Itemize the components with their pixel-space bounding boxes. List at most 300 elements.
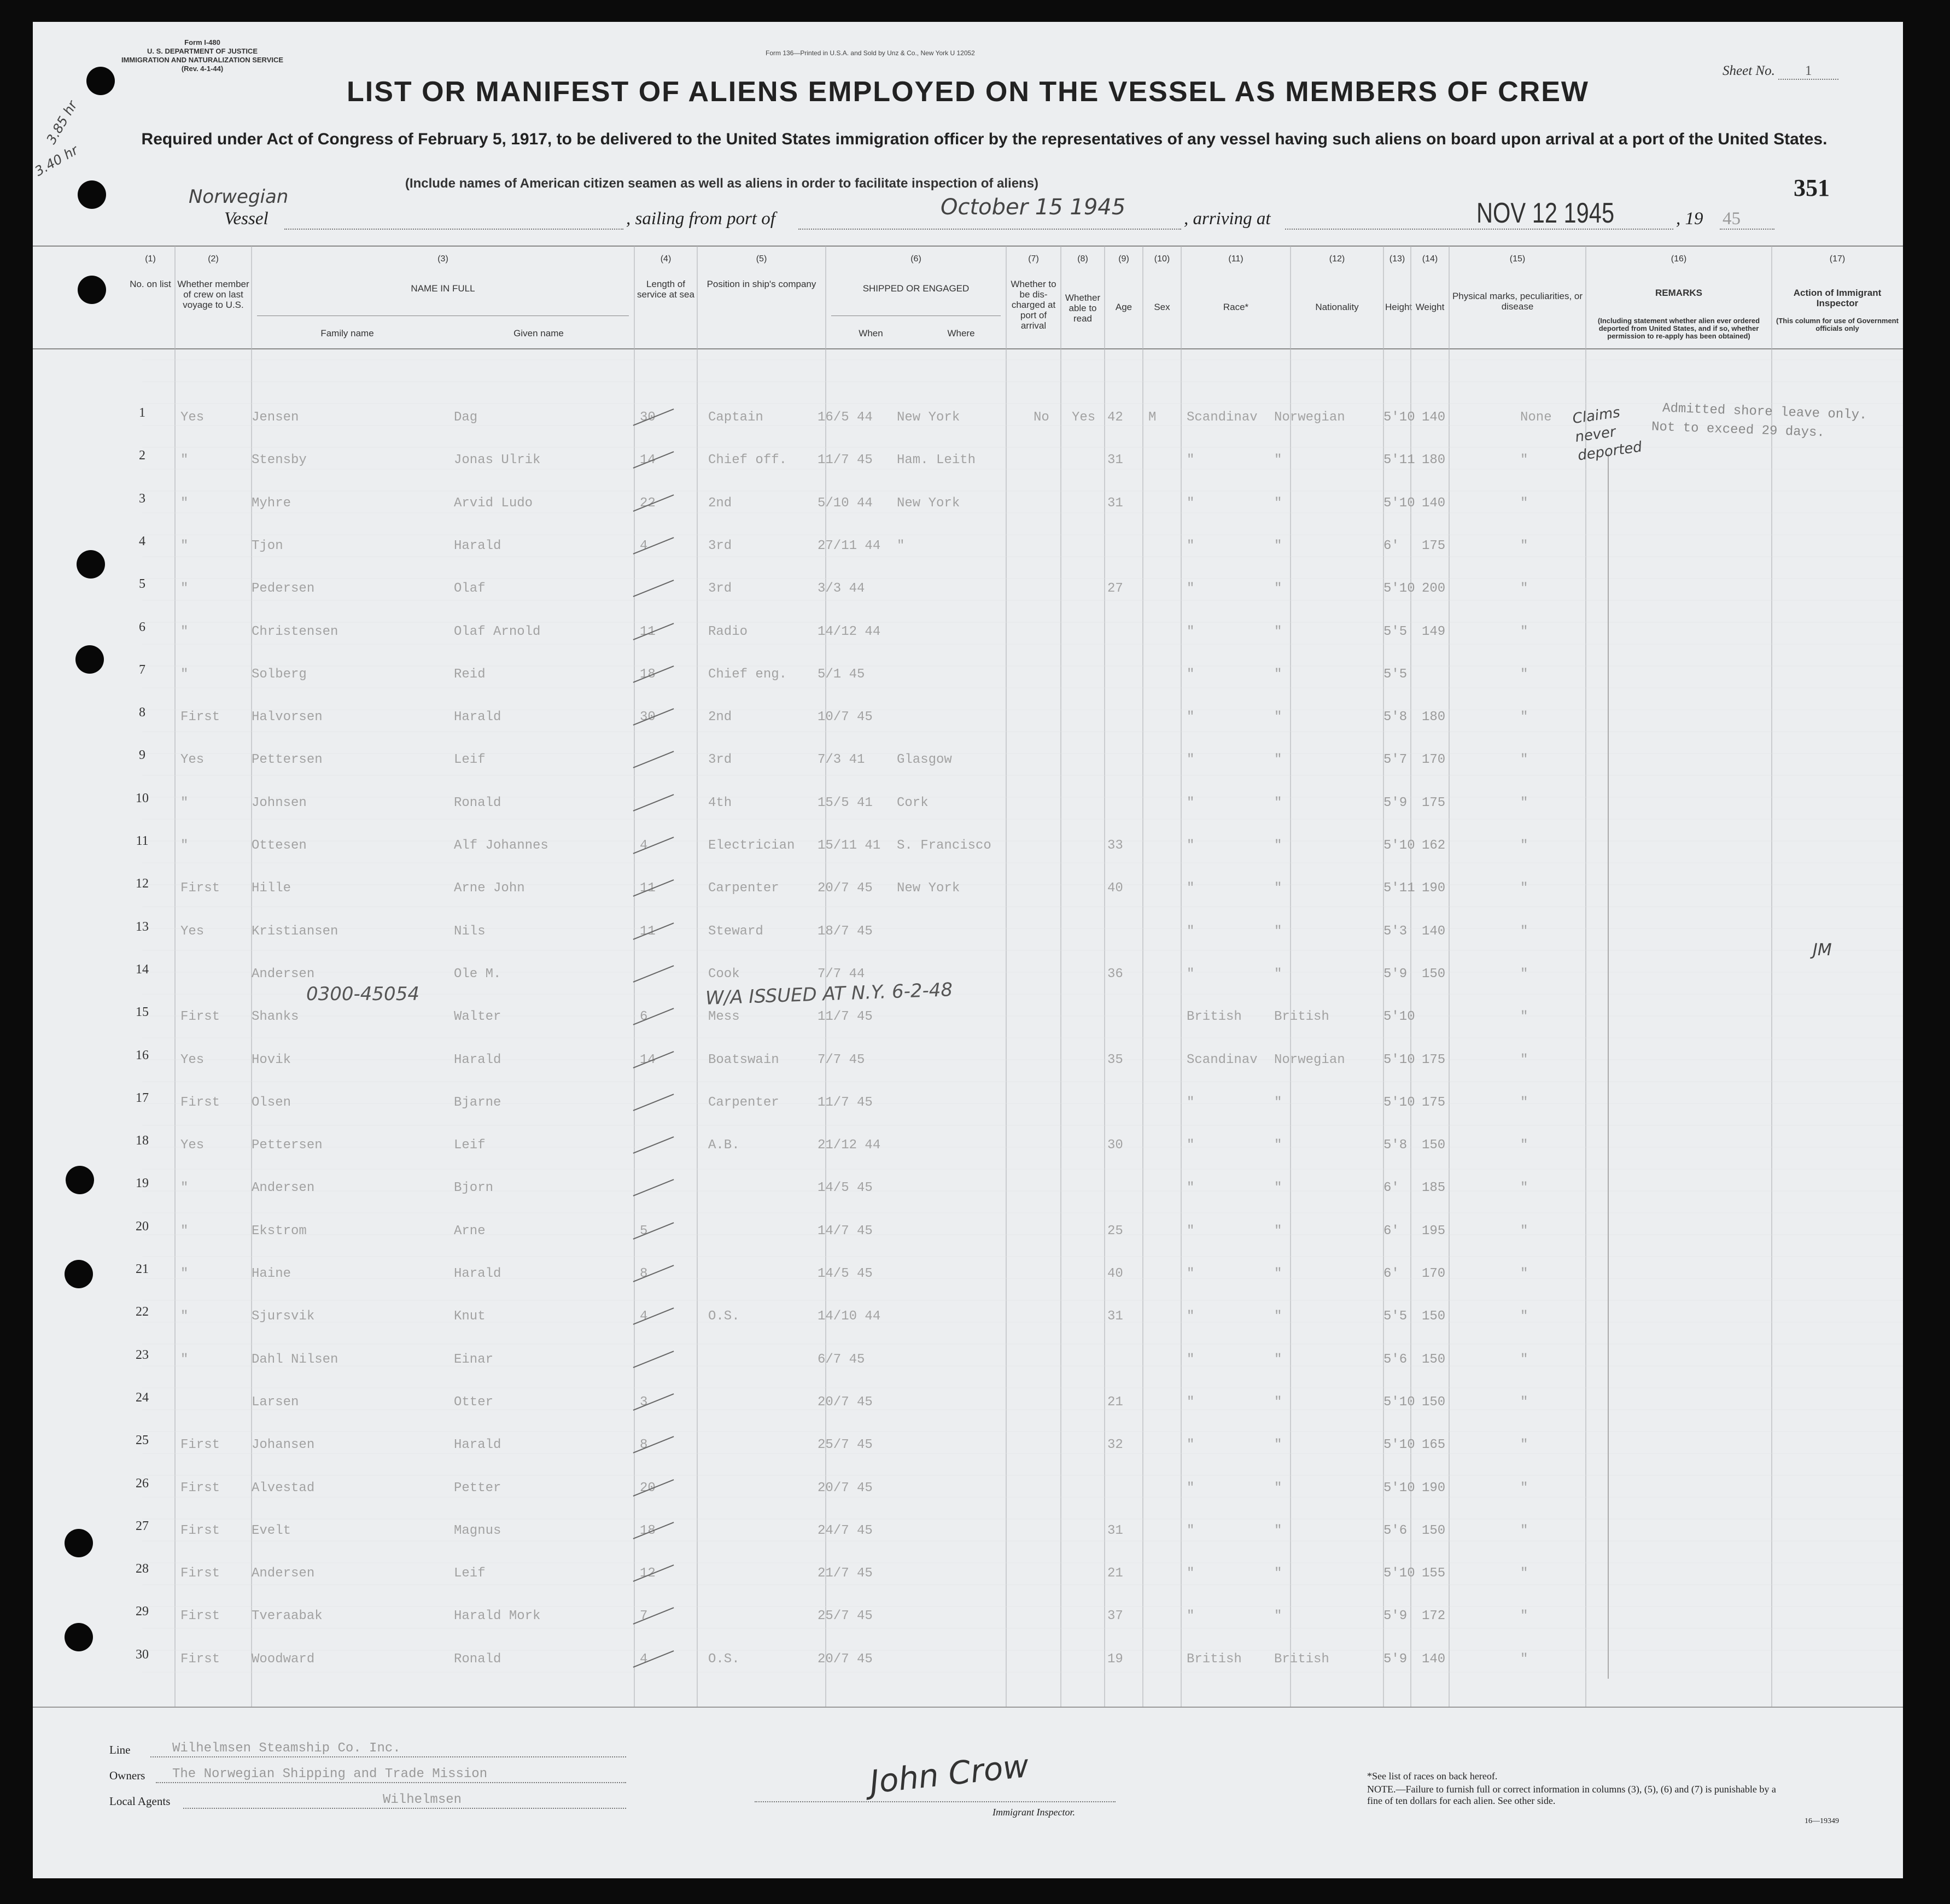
cell-prev: " bbox=[180, 581, 189, 597]
cell-nationality: Norwegian bbox=[1274, 1052, 1345, 1067]
cell-age: 33 bbox=[1107, 838, 1123, 853]
cell-given: Olaf bbox=[454, 581, 486, 597]
cell-family: Tjon bbox=[252, 538, 283, 553]
row-number: 12 bbox=[136, 877, 149, 891]
cell-weight: 200 bbox=[1422, 581, 1446, 597]
cell-height: 5'3 bbox=[1383, 924, 1408, 939]
cell-given: Arne bbox=[454, 1223, 486, 1239]
row-number: 29 bbox=[136, 1604, 149, 1619]
cell-race: " bbox=[1187, 1138, 1195, 1153]
row-number: 15 bbox=[136, 1005, 149, 1020]
cell-age: 32 bbox=[1107, 1438, 1123, 1453]
cell-service: 4 bbox=[640, 1309, 648, 1324]
cell-marks: " bbox=[1520, 667, 1528, 682]
cell-where: Ham. Leith bbox=[897, 453, 976, 468]
cell-marks: " bbox=[1520, 752, 1528, 768]
column-header: No. on list bbox=[130, 279, 171, 289]
row-number: 3 bbox=[139, 491, 145, 506]
cell-race: " bbox=[1187, 1223, 1195, 1239]
cell-age: 37 bbox=[1107, 1609, 1123, 1624]
row-number: 9 bbox=[139, 748, 145, 763]
cell-prev: Yes bbox=[180, 1138, 205, 1153]
cell-position: Carpenter bbox=[708, 1095, 779, 1110]
row-number: 10 bbox=[136, 791, 149, 805]
cell-when: 7/7 44 bbox=[818, 966, 865, 982]
cell-family: Johnsen bbox=[252, 795, 307, 810]
cell-given: Harald bbox=[454, 1438, 501, 1453]
cell-weight: 150 bbox=[1422, 1352, 1446, 1367]
cell-where: New York bbox=[897, 881, 960, 896]
cell-when: 14/7 45 bbox=[818, 1223, 873, 1239]
column-number: (16) bbox=[1671, 254, 1687, 264]
cell-position: 2nd bbox=[708, 710, 732, 725]
column-number: (7) bbox=[1028, 254, 1039, 264]
row-number: 13 bbox=[136, 919, 149, 934]
cell-service: 11 bbox=[640, 924, 656, 939]
cell-when: 14/5 45 bbox=[818, 1266, 873, 1281]
cell-read: Yes bbox=[1072, 410, 1096, 425]
column-header: Whether to be dis-charged at port of arrival bbox=[1011, 279, 1056, 331]
cell-marks: " bbox=[1520, 1009, 1528, 1025]
cell-service: 8 bbox=[640, 1438, 648, 1453]
owners-field bbox=[156, 1782, 626, 1783]
cell-position: O.S. bbox=[708, 1651, 740, 1667]
cell-given: Knut bbox=[454, 1309, 486, 1324]
row-number: 6 bbox=[139, 620, 145, 634]
cell-given: Alf Johannes bbox=[454, 838, 548, 853]
cell-when: 16/5 44 bbox=[818, 410, 873, 425]
cell-nationality: " bbox=[1274, 1394, 1282, 1410]
cell-height: 5'6 bbox=[1383, 1523, 1408, 1538]
cell-prev: Yes bbox=[180, 1052, 205, 1067]
cell-race: " bbox=[1187, 1095, 1195, 1110]
cell-service: 4 bbox=[640, 838, 648, 853]
cell-height: 5'10 bbox=[1383, 1438, 1415, 1453]
cell-position: A.B. bbox=[708, 1138, 740, 1153]
cell-height: 6' bbox=[1383, 1266, 1399, 1281]
punch-hole bbox=[77, 550, 105, 579]
row-number: 25 bbox=[136, 1433, 149, 1448]
cell-position: O.S. bbox=[708, 1309, 740, 1324]
punch-hole bbox=[65, 1623, 93, 1651]
cell-when: 5/10 44 bbox=[818, 495, 873, 511]
agents-value: Wilhelmsen bbox=[383, 1792, 462, 1807]
cell-age: 31 bbox=[1107, 1523, 1123, 1538]
column-number: (11) bbox=[1228, 254, 1243, 264]
row-number: 18 bbox=[136, 1134, 149, 1148]
cell-given: Harald bbox=[454, 1052, 501, 1067]
cell-family: Kristiansen bbox=[252, 924, 338, 939]
cell-family: Andersen bbox=[252, 1181, 315, 1196]
cell-family: Andersen bbox=[252, 1566, 315, 1581]
cell-weight: 140 bbox=[1422, 1651, 1446, 1667]
cell-nationality: " bbox=[1274, 495, 1282, 511]
punch-hole bbox=[86, 67, 115, 95]
cell-race: " bbox=[1187, 1394, 1195, 1410]
cell-when: 15/11 41 bbox=[818, 838, 881, 853]
cell-age: 21 bbox=[1107, 1566, 1123, 1581]
arrival-date-stamp: NOV 12 1945 bbox=[1476, 197, 1615, 229]
cell-given: Petter bbox=[454, 1480, 501, 1496]
column-header: NAME IN FULL bbox=[411, 283, 475, 294]
margin-note-2: 3.40 hr bbox=[32, 142, 81, 179]
cell-marks: None bbox=[1520, 410, 1552, 425]
cell-position: Mess bbox=[708, 1009, 740, 1025]
cell-prev: Yes bbox=[180, 410, 205, 425]
cell-weight: 150 bbox=[1422, 1394, 1446, 1410]
cell-weight: 140 bbox=[1422, 410, 1446, 425]
owners-value: The Norwegian Shipping and Trade Mission bbox=[172, 1767, 488, 1782]
cell-family: Christensen bbox=[252, 624, 338, 639]
cell-when: 7/3 41 bbox=[818, 752, 865, 768]
row-number: 11 bbox=[136, 834, 149, 848]
cell-weight: 170 bbox=[1422, 1266, 1446, 1281]
cell-when: 24/7 45 bbox=[818, 1523, 873, 1538]
signature-line bbox=[755, 1801, 1116, 1802]
column-number: (12) bbox=[1329, 254, 1345, 264]
cell-height: 5'5 bbox=[1383, 667, 1408, 682]
cell-position: Chief eng. bbox=[708, 667, 787, 682]
agents-label: Local Agents bbox=[109, 1795, 171, 1808]
cell-when: 6/7 45 bbox=[818, 1352, 865, 1367]
cell-height: 5'10 bbox=[1383, 1052, 1415, 1067]
column-header: Age bbox=[1115, 302, 1132, 312]
cell-nationality: " bbox=[1274, 1523, 1282, 1538]
agents-field bbox=[183, 1808, 626, 1809]
cell-nationality: " bbox=[1274, 1266, 1282, 1281]
cell-marks: " bbox=[1520, 924, 1528, 939]
cell-height: 5'9 bbox=[1383, 795, 1408, 810]
cell-race: British bbox=[1187, 1009, 1242, 1025]
cell-position: Carpenter bbox=[708, 881, 779, 896]
cell-family: Jensen bbox=[252, 410, 299, 425]
vessel-label: Vessel bbox=[224, 209, 268, 229]
cell-weight: 162 bbox=[1422, 838, 1446, 853]
cell-nationality: " bbox=[1274, 581, 1282, 597]
cell-nationality: " bbox=[1274, 881, 1282, 896]
row-number: 21 bbox=[136, 1262, 149, 1276]
cell-age: 21 bbox=[1107, 1394, 1123, 1410]
cell-age: 42 bbox=[1107, 410, 1123, 425]
cell-height: 5'5 bbox=[1383, 624, 1408, 639]
column-number: (1) bbox=[145, 254, 156, 264]
cell-given: Olaf Arnold bbox=[454, 624, 541, 639]
cell-race: " bbox=[1187, 752, 1195, 768]
cell-family: Ottesen bbox=[252, 838, 307, 853]
cell-prev: First bbox=[180, 1523, 220, 1538]
cell-position: Radio bbox=[708, 624, 748, 639]
column-header: Whether able to read bbox=[1065, 293, 1101, 324]
inspector-signature: John Crow bbox=[868, 1747, 1031, 1801]
cell-prev: " bbox=[180, 1181, 189, 1196]
cell-service: 11 bbox=[640, 881, 656, 896]
cell-family: Solberg bbox=[252, 667, 307, 682]
cell-prev: First bbox=[180, 1438, 220, 1453]
row-number: 22 bbox=[136, 1305, 149, 1319]
cell-family: Tveraabak bbox=[252, 1609, 323, 1624]
cell-when: 11/7 45 bbox=[818, 453, 873, 468]
department: U. S. DEPARTMENT OF JUSTICE bbox=[147, 47, 258, 55]
cell-height: 5'9 bbox=[1383, 966, 1408, 982]
cell-race: " bbox=[1187, 624, 1195, 639]
column-number: (17) bbox=[1829, 254, 1846, 264]
column-header: Height bbox=[1385, 302, 1412, 312]
cell-race: Scandinav bbox=[1187, 1052, 1258, 1067]
column-header: Sex bbox=[1154, 302, 1170, 312]
column-number: (15) bbox=[1509, 254, 1526, 264]
cell-age: 40 bbox=[1107, 881, 1123, 896]
remarks-typed-2: Not to exceed 29 days. bbox=[1651, 419, 1825, 441]
punch-hole bbox=[78, 276, 106, 304]
service-name: IMMIGRATION AND NATURALIZATION SERVICE bbox=[121, 56, 284, 64]
cell-service: 30 bbox=[640, 710, 656, 725]
nationality-handwritten: Norwegian bbox=[189, 186, 289, 208]
cell-when: 21/7 45 bbox=[818, 1566, 873, 1581]
cell-prev: " bbox=[180, 667, 189, 682]
cell-given: Arne John bbox=[454, 881, 525, 896]
remarks-typed-1: Admitted shore leave only. bbox=[1662, 401, 1867, 423]
cell-height: 5'10 bbox=[1383, 1009, 1415, 1025]
cell-weight: 140 bbox=[1422, 924, 1446, 939]
cell-position: Steward bbox=[708, 924, 763, 939]
inspector-label: Immigrant Inspector. bbox=[992, 1807, 1075, 1818]
column-subnote: (Including statement whether alien ever ordered deported from United States, and if so, whether permission to re-apply has been obtained) bbox=[1597, 317, 1760, 340]
row-number: 19 bbox=[136, 1176, 149, 1191]
cell-age: 40 bbox=[1107, 1266, 1123, 1281]
cell-nationality: " bbox=[1274, 1095, 1282, 1110]
cell-race: " bbox=[1187, 1309, 1195, 1324]
cell-race: " bbox=[1187, 538, 1195, 553]
cell-race: British bbox=[1187, 1651, 1242, 1667]
line-value: Wilhelmsen Steamship Co. Inc. bbox=[172, 1741, 401, 1756]
cell-race: " bbox=[1187, 1266, 1195, 1281]
cell-height: 5'6 bbox=[1383, 1352, 1408, 1367]
cell-position: Electrician bbox=[708, 838, 795, 853]
cell-nationality: " bbox=[1274, 924, 1282, 939]
row-number: 17 bbox=[136, 1090, 149, 1105]
cell-height: 5'10 bbox=[1383, 1394, 1415, 1410]
cell-where: New York bbox=[897, 495, 960, 511]
cell-given: Harald bbox=[454, 1266, 501, 1281]
column-number: (3) bbox=[437, 254, 448, 264]
cell-race: " bbox=[1187, 495, 1195, 511]
cell-when: 25/7 45 bbox=[818, 1609, 873, 1624]
cell-family: Larsen bbox=[252, 1394, 299, 1410]
cell-weight: 175 bbox=[1422, 795, 1446, 810]
warrant-note: W/A ISSUED AT N.Y. 6-2-48 bbox=[705, 979, 953, 1009]
column-subheader: When bbox=[859, 328, 883, 338]
column-number: (14) bbox=[1422, 254, 1438, 264]
cell-race: " bbox=[1187, 1352, 1195, 1367]
row-number: 1 bbox=[139, 406, 145, 420]
cell-discharge: No bbox=[1034, 410, 1049, 425]
cell-race: " bbox=[1187, 1181, 1195, 1196]
cell-weight: 150 bbox=[1422, 1309, 1446, 1324]
cell-marks: " bbox=[1520, 495, 1528, 511]
table-grid bbox=[33, 22, 1903, 1878]
cell-given: Jonas Ulrik bbox=[454, 453, 541, 468]
cell-weight: 150 bbox=[1422, 966, 1446, 982]
cell-marks: " bbox=[1520, 581, 1528, 597]
cell-prev: First bbox=[180, 710, 220, 725]
cell-where: Glasgow bbox=[897, 752, 952, 768]
cell-nationality: " bbox=[1274, 1138, 1282, 1153]
cell-given: Nils bbox=[454, 924, 486, 939]
cell-prev: " bbox=[180, 538, 189, 553]
cell-position: Chief off. bbox=[708, 453, 787, 468]
cell-age: 27 bbox=[1107, 581, 1123, 597]
row-number: 16 bbox=[136, 1048, 149, 1062]
cell-family: Stensby bbox=[252, 453, 307, 468]
cell-position: 3rd bbox=[708, 581, 732, 597]
cell-height: 5'10 bbox=[1383, 838, 1415, 853]
year-label: , 19 bbox=[1676, 209, 1703, 229]
cell-marks: " bbox=[1520, 881, 1528, 896]
include-note: (Include names of American citizen seamen as well as aliens in order to facilitate inspection of aliens) bbox=[405, 176, 1039, 191]
cell-service: 8 bbox=[640, 1266, 648, 1281]
cell-nationality: Norwegian bbox=[1274, 410, 1345, 425]
cell-weight: 185 bbox=[1422, 1181, 1446, 1196]
cell-weight: 190 bbox=[1422, 1480, 1446, 1496]
cell-given: Harald bbox=[454, 538, 501, 553]
cell-marks: " bbox=[1520, 966, 1528, 982]
sailing-date: October 15 1945 bbox=[941, 195, 1126, 220]
column-number: (5) bbox=[756, 254, 767, 264]
cell-marks: " bbox=[1520, 1651, 1528, 1667]
column-number: (10) bbox=[1154, 254, 1170, 264]
cell-nationality: " bbox=[1274, 453, 1282, 468]
cell-height: 5'9 bbox=[1383, 1609, 1408, 1624]
cell-race: Scandinav bbox=[1187, 410, 1258, 425]
cell-weight: 195 bbox=[1422, 1223, 1446, 1239]
column-header: Weight bbox=[1415, 302, 1445, 312]
races-note: *See list of races on back hereof. bbox=[1367, 1771, 1498, 1782]
cell-family: Halvorsen bbox=[252, 710, 323, 725]
page-number: 351 bbox=[1794, 174, 1830, 201]
cell-when: 21/12 44 bbox=[818, 1138, 881, 1153]
cell-age: 31 bbox=[1107, 1309, 1123, 1324]
cell-marks: " bbox=[1520, 624, 1528, 639]
punch-hole bbox=[66, 1166, 94, 1194]
cell-weight: 180 bbox=[1422, 710, 1446, 725]
cell-given: Harald Mork bbox=[454, 1609, 541, 1624]
cell-given: Bjorn bbox=[454, 1181, 494, 1196]
cell-prev: First bbox=[180, 1609, 220, 1624]
cell-family: Alvestad bbox=[252, 1480, 315, 1496]
cell-service: 30 bbox=[640, 410, 656, 425]
cell-nationality: " bbox=[1274, 538, 1282, 553]
cell-prev: First bbox=[180, 1095, 220, 1110]
year-value: 45 bbox=[1723, 209, 1741, 229]
sailing-label: , sailing from port of bbox=[626, 209, 775, 229]
cell-nationality: " bbox=[1274, 1309, 1282, 1324]
document-subtitle: Required under Act of Congress of February 5, 1917, to be delivered to the United States immigration officer by the representatives of any vessel having such aliens on board upon arrival at a port of the United States. bbox=[141, 130, 1828, 148]
row-number: 20 bbox=[136, 1219, 149, 1234]
cell-height: 5'9 bbox=[1383, 1651, 1408, 1667]
cell-nationality: British bbox=[1274, 1651, 1329, 1667]
cell-family: Sjursvik bbox=[252, 1309, 315, 1324]
manifest-sheet bbox=[33, 22, 1903, 1878]
cell-position: 2nd bbox=[708, 495, 732, 511]
cell-age: 19 bbox=[1107, 1651, 1123, 1667]
cell-family: Andersen bbox=[252, 966, 315, 982]
row-number: 27 bbox=[136, 1518, 149, 1533]
cell-age: 31 bbox=[1107, 453, 1123, 468]
cell-prev: " bbox=[180, 795, 189, 810]
cell-prev: " bbox=[180, 1309, 189, 1324]
cell-race: " bbox=[1187, 1480, 1195, 1496]
cell-marks: " bbox=[1520, 1095, 1528, 1110]
cell-service: 4 bbox=[640, 1651, 648, 1667]
cell-marks: " bbox=[1520, 1052, 1528, 1067]
cell-nationality: " bbox=[1274, 752, 1282, 768]
cell-when: 20/7 45 bbox=[818, 881, 873, 896]
cell-marks: " bbox=[1520, 1181, 1528, 1196]
cell-prev: " bbox=[180, 1223, 189, 1239]
cell-family: Shanks bbox=[252, 1009, 299, 1025]
cell-family: Evelt bbox=[252, 1523, 291, 1538]
cell-service: 3 bbox=[640, 1394, 648, 1410]
cell-where: " bbox=[897, 538, 905, 553]
cell-nationality: " bbox=[1274, 624, 1282, 639]
cell-height: 5'10 bbox=[1383, 410, 1415, 425]
column-header: SHIPPED OR ENGAGED bbox=[862, 283, 970, 294]
cell-nationality: " bbox=[1274, 710, 1282, 725]
cell-race: " bbox=[1187, 966, 1195, 982]
cell-family: Haine bbox=[252, 1266, 291, 1281]
cell-nationality: " bbox=[1274, 795, 1282, 810]
cell-prev: First bbox=[180, 1566, 220, 1581]
cell-marks: " bbox=[1520, 795, 1528, 810]
cell-prev: First bbox=[180, 1651, 220, 1667]
cell-nationality: " bbox=[1274, 1352, 1282, 1367]
column-header: Nationality bbox=[1315, 302, 1359, 312]
revision: (Rev. 4-1-44) bbox=[181, 65, 224, 73]
cell-prev: First bbox=[180, 1009, 220, 1025]
cell-family: Pettersen bbox=[252, 1138, 323, 1153]
cell-given: Arvid Ludo bbox=[454, 495, 533, 511]
row-number: 2 bbox=[139, 448, 145, 463]
cell-weight: 175 bbox=[1422, 1052, 1446, 1067]
cell-position: 3rd bbox=[708, 752, 732, 768]
cell-service: 12 bbox=[640, 1566, 656, 1581]
cell-position: 3rd bbox=[708, 538, 732, 553]
cell-family: Woodward bbox=[252, 1651, 315, 1667]
row-number: 8 bbox=[139, 705, 145, 720]
punch-hole bbox=[78, 180, 106, 209]
cell-position: Boatswain bbox=[708, 1052, 779, 1067]
column-header: Physical marks, peculiarities, or disease bbox=[1452, 291, 1583, 312]
cell-marks: " bbox=[1520, 1138, 1528, 1153]
cell-weight: 180 bbox=[1422, 453, 1446, 468]
cell-prev: " bbox=[180, 1352, 189, 1367]
cell-height: 5'8 bbox=[1383, 1138, 1408, 1153]
cell-service: 7 bbox=[640, 1609, 648, 1624]
cell-height: 5'10 bbox=[1383, 1566, 1415, 1581]
cell-race: " bbox=[1187, 838, 1195, 853]
cell-height: 5'8 bbox=[1383, 710, 1408, 725]
cell-marks: " bbox=[1520, 453, 1528, 468]
cell-family: Olsen bbox=[252, 1095, 291, 1110]
cell-where: S. Francisco bbox=[897, 838, 991, 853]
punch-hole bbox=[65, 1260, 93, 1288]
cell-age: 25 bbox=[1107, 1223, 1123, 1239]
column-number: (13) bbox=[1389, 254, 1405, 264]
row-number: 28 bbox=[136, 1562, 149, 1576]
printer-line: Form 136—Printed in U.S.A. and Sold by Unz & Co., New York U 12052 bbox=[766, 49, 975, 57]
cell-nationality: " bbox=[1274, 1609, 1282, 1624]
row-number: 30 bbox=[136, 1647, 149, 1662]
